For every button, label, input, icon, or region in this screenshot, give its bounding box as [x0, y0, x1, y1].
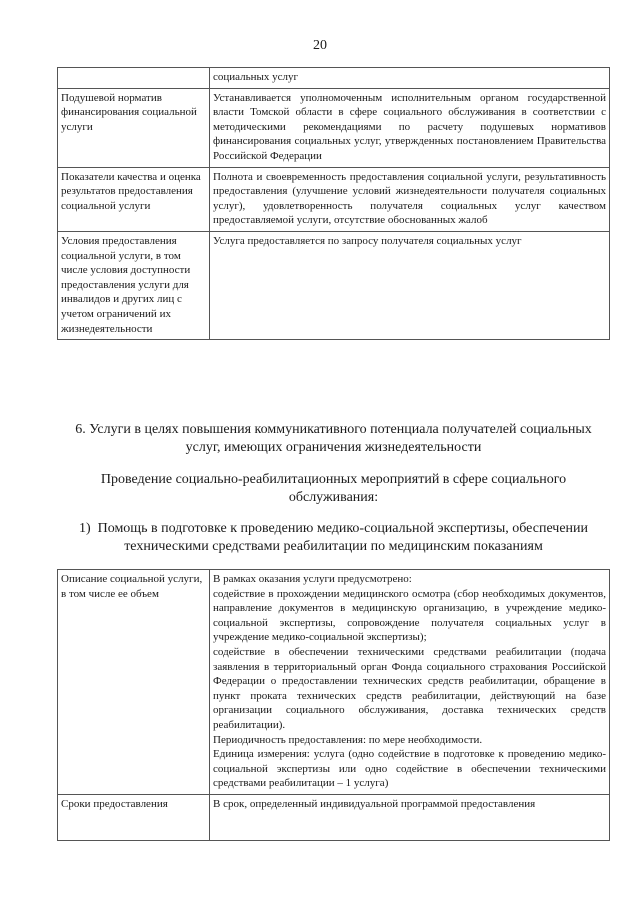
table-cell-label: Подушевой норматив финансирования социальной услуги	[58, 88, 210, 167]
paragraph: Периодичность предоставления: по мере необходимости.	[213, 733, 483, 746]
paragraph: социальных услуг	[213, 71, 299, 83]
service-table-continued	[57, 67, 610, 340]
paragraph: содействие в обеспечении техническими средствами реабилитации (подача заявления в территориальный орган Фонда социального страхования Российской Федерации о предоставлении технических средств реабилитации, обращение в пункт проката технических средств реабилитации, действующий на базе организации социального обслуживания, доставка технических средств реабилитации).	[213, 645, 606, 731]
item-heading: 1) Помощь в подготовке к проведению медико-социальной экспертизы, обеспечении техническими средствами реабилитации по медицинским показаниям	[78, 521, 589, 554]
table-cell-content	[210, 570, 610, 795]
table-row	[58, 231, 610, 339]
table-cell-content	[210, 167, 610, 231]
paragraph: В рамках оказания услуги предусмотрено:	[213, 573, 412, 585]
table-row	[58, 570, 610, 795]
table-row	[58, 167, 610, 231]
table-cell-label: Описание социальной услуги, в том числе ее объем	[58, 570, 210, 795]
paragraph: Услуга предоставляется по запросу получателя социальных услуг	[213, 234, 522, 247]
table-row	[58, 68, 610, 89]
table-cell-label: Условия предоставления социальной услуги, в том числе условия доступности предоставления услуги для инвалидов и других лиц с учетом ограничений их жизнедеятельности	[58, 231, 210, 339]
table-row	[58, 88, 610, 167]
table-cell-content	[210, 794, 610, 840]
paragraph: Устанавливается уполномоченным исполнительным органом государственной власти Томской области в сфере социального обслуживания в соответствии с методическими рекомендациями по расчету подушевых нормативов финансирования социальных услуг, утвержденных постановлением Правительства Российской Федерации	[213, 91, 606, 162]
page-number: 20	[313, 38, 327, 53]
table-cell-content	[210, 68, 610, 89]
paragraph: Единица измерения: услуга (одно содействие в подготовке к проведению медико-социальной экспертизы или одно содействие в обеспечении техническими средствами реабилитации – 1 услуга)	[213, 748, 606, 790]
table-cell-content	[210, 231, 610, 339]
subsection-heading: Проведение социально-реабилитационных мероприятий в сфере социального обслуживания:	[100, 472, 567, 505]
table-cell-label: Показатели качества и оценка результатов предоставления социальной услуги	[58, 167, 210, 231]
section-heading: 6. Услуги в целях повышения коммуникативного потенциала получателей социальных услуг, имеющих ограничения жизнедеятельности	[75, 422, 592, 455]
table-cell-label	[58, 68, 210, 89]
paragraph: В срок, определенный индивидуальной программой предоставления	[213, 797, 536, 810]
table-cell-label: Сроки предоставления	[58, 794, 210, 840]
paragraph: Полнота и своевременность предоставления социальной услуги, результативность предоставления (улучшение условий жизнедеятельности получателя социальных услуг), удовлетворенность получателя социальных услуг качеством предоставляемой услуги, отсутствие обоснованных жалоб	[213, 170, 606, 227]
paragraph: содействие в прохождении медицинского осмотра (сбор необходимых документов, направление документов в медицинскую организацию, в учреждение медико-социальной экспертизы, сопровождение получателя социальных услуг в учреждение медико-социальной экспертизы);	[213, 587, 606, 644]
service-description-table	[57, 569, 610, 841]
table-row	[58, 794, 610, 840]
table-cell-content	[210, 88, 610, 167]
